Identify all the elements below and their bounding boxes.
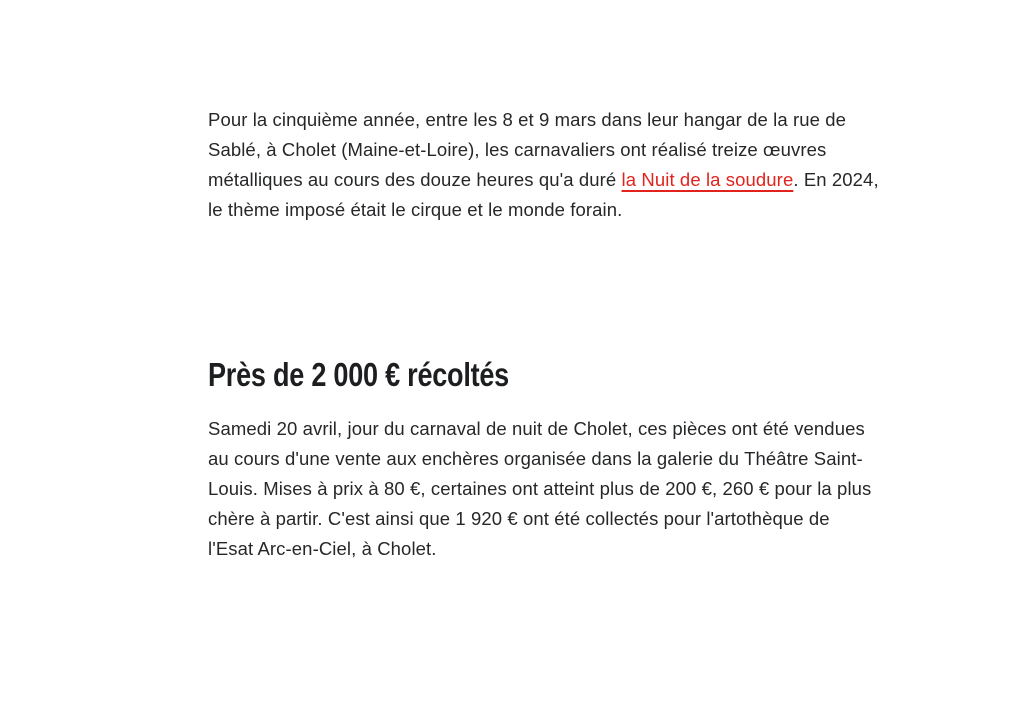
intro-paragraph-text-after-link: . En 2024, le thème imposé était le cirque et le monde forain. (208, 169, 879, 220)
intro-paragraph-text-before-link: Pour la cinquième année, entre les 8 et 9 mars dans leur hangar de la rue de Sablé, à Cholet (Maine-et-Loire), les carnavaliers ont réalisé treize œuvres métalliques au cours des douze heures qu'a duré (208, 109, 847, 190)
nuit-de-la-soudure-link[interactable]: la Nuit de la soudure (621, 169, 794, 190)
body-paragraph: Samedi 20 avril, jour du carnaval de nuit de Cholet, ces pièces ont été vendues au cours d'une vente aux enchères organisée dans la galerie du Théâtre Saint-Louis. Mises à prix à 80 €, certaines ont atteint plus de 200 €, 260 € pour la plus chère à partir. C'est ainsi que 1 920 € ont été collectés pour l'artothèque de l'Esat Arc-en-Ciel, à Cholet. (208, 418, 872, 559)
section-heading: Près de 2 000 € récoltés (208, 356, 509, 393)
intro-paragraph (208, 105, 880, 225)
